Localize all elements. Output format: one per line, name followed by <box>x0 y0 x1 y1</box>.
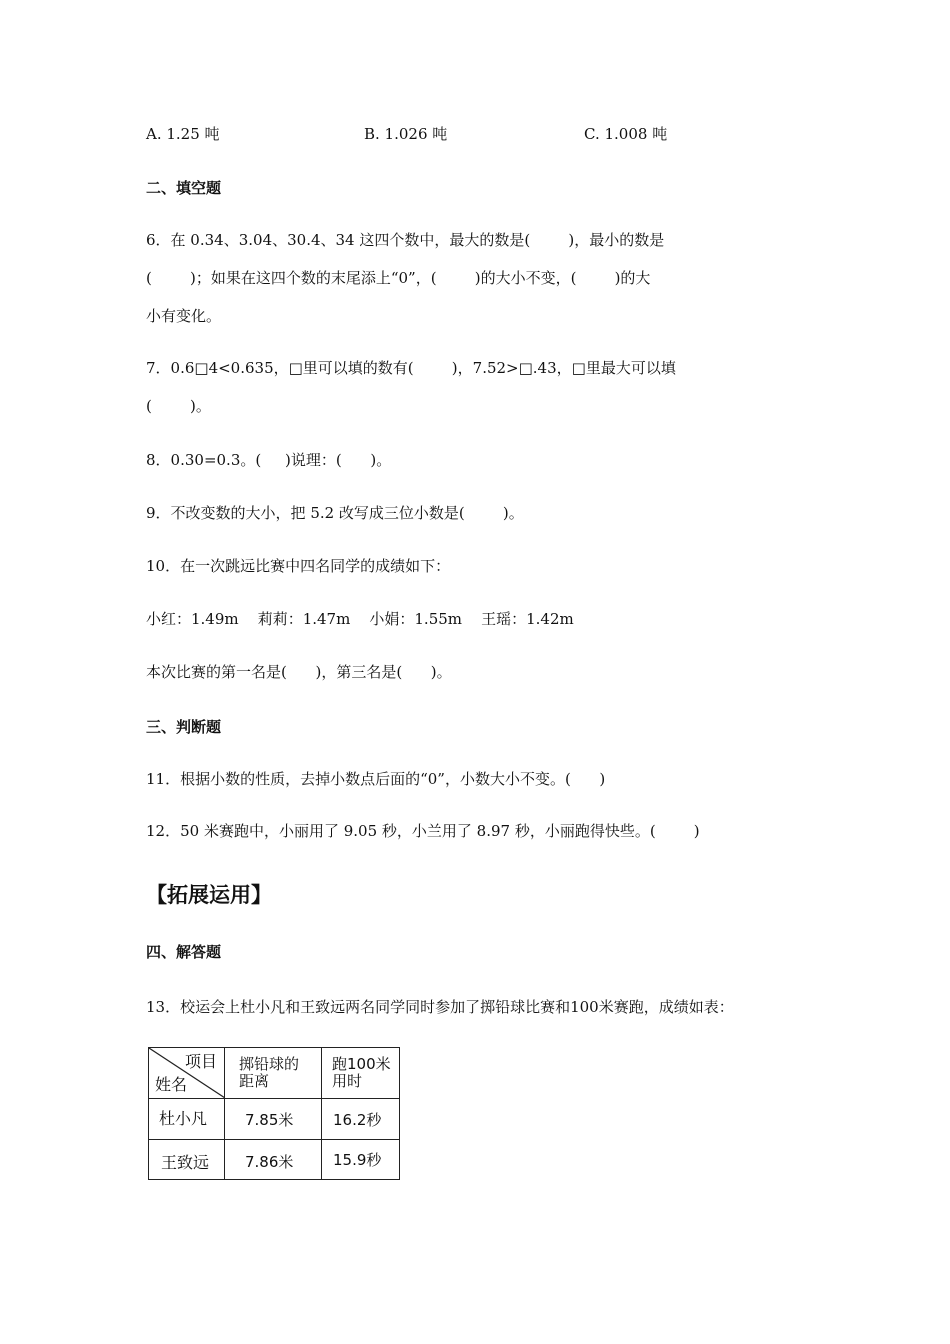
option-c: C. 1.008 吨 <box>584 125 668 143</box>
section-fill-blank: 二、填空题 <box>146 179 222 197</box>
table-header-shot: 掷铅球的 距离 <box>239 1055 300 1090</box>
question-7-line-2: ( )。 <box>146 397 211 415</box>
question-6-line-3: 小有变化。 <box>146 307 222 325</box>
table-corner-bottom: 姓名 <box>155 1075 188 1094</box>
table-row-2-name: 王致远 <box>161 1153 210 1172</box>
question-8: 8．0.30=0.3。( )说理：( )。 <box>146 451 392 469</box>
question-9: 9．不改变数的大小，把 5.2 改写成三位小数是( )。 <box>146 504 524 522</box>
table-row-1-run: 16.2秒 <box>333 1111 382 1129</box>
question-13: 13．校运会上杜小凡和王致远两名同学同时参加了掷铅球比赛和100米赛跑，成绩如表： <box>146 998 734 1016</box>
question-11: 11．根据小数的性质，去掉小数点后面的“0”，小数大小不变。( ) <box>146 770 606 788</box>
question-7-line-1: 7．0.6□4<0.635，□里可以填的数有( )，7.52>□.43，□里最大可以填 <box>146 359 676 377</box>
section-true-false: 三、判断题 <box>146 718 222 736</box>
question-10-line-3: 本次比赛的第一名是( )，第三名是( )。 <box>146 663 452 681</box>
score-table <box>148 1047 400 1180</box>
option-b: B. 1.026 吨 <box>364 125 448 143</box>
table-corner-top: 项目 <box>185 1052 218 1071</box>
question-10-line-1: 10．在一次跳远比赛中四名同学的成绩如下： <box>146 557 451 575</box>
section-answer: 四、解答题 <box>146 943 222 961</box>
table-row-2-shot: 7.86米 <box>245 1153 294 1171</box>
table-row-divider-2 <box>149 1139 399 1140</box>
table-row-2-run: 15.9秒 <box>333 1151 382 1169</box>
section-extension: 【拓展运用】 <box>146 883 272 907</box>
question-6-line-2: ( )；如果在这四个数的末尾添上“0”，( )的大小不变，( )的大 <box>146 269 651 287</box>
table-row-divider-1 <box>149 1098 399 1099</box>
question-12: 12．50 米赛跑中，小丽用了 9.05 秒，小兰用了 8.97 秒，小丽跑得快些。( ) <box>146 822 700 840</box>
table-col-divider-1 <box>224 1048 225 1179</box>
question-10-line-2: 小红：1.49m 莉莉：1.47m 小娟：1.55m 王瑶：1.42m <box>146 610 574 628</box>
table-header-run: 跑100米 用时 <box>332 1055 391 1090</box>
table-row-1-shot: 7.85米 <box>245 1111 294 1129</box>
table-row-1-name: 杜小凡 <box>159 1109 208 1128</box>
option-a: A. 1.25 吨 <box>146 125 220 143</box>
question-6-line-1: 6．在 0.34、3.04、30.4、34 这四个数中，最大的数是( )，最小的数是 <box>146 231 665 249</box>
table-col-divider-2 <box>321 1048 322 1179</box>
